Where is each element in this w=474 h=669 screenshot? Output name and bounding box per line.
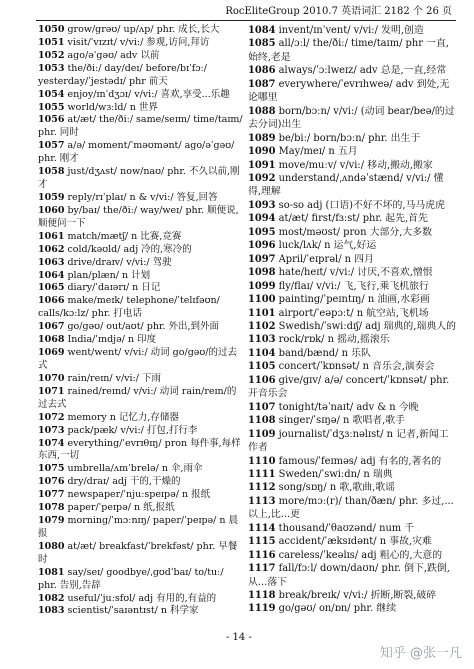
entry-number: 1080 (38, 540, 65, 552)
vocabulary-entry: 1064 plan/plæn/ n 计划 (38, 269, 151, 281)
vocabulary-entry: 1069 went/went/ v/vi:/ 动词 go/gəʊ/的过去式 (38, 347, 237, 371)
entry-number: 1086 (248, 65, 276, 77)
vocabulary-entry: 1058 just/dʒʌst/ now/naʊ/ phr. 不久以前,刚才 (38, 166, 240, 191)
vocabulary-entry: 1089 be/biː/ born/bɔːn/ phr. 出生于 (248, 132, 421, 144)
entry-number: 1119 (248, 603, 276, 615)
vocabulary-entry: 1082 useful/ˈjuːsfʊl/ adj 有用的,有益的 (38, 592, 217, 604)
entry-number: 1057 (38, 140, 65, 152)
entry-number: 1090 (248, 146, 276, 158)
vocabulary-entry: 1114 thousand/ˈθaʊzənd/ num 千 (248, 522, 415, 534)
vocabulary-column-right (248, 24, 456, 616)
header-rule (36, 20, 456, 21)
vocabulary-column-left (38, 24, 244, 618)
entry-number: 1115 (248, 536, 276, 548)
entry-number: 1113 (248, 495, 276, 507)
vocabulary-entry: 1099 fly/flaɪ/ v/vi:/ 飞,飞行,乘飞机旅行 (248, 280, 429, 292)
vocabulary-entry: 1083 scientist/ˈsaɪəntɪst/ n 科学家 (38, 605, 199, 617)
vocabulary-entry: 1098 hate/heɪt/ v/vi:/ 讨厌,不喜欢,憎恨 (248, 267, 433, 279)
entry-number: 1107 (248, 401, 276, 413)
vocabulary-entry: 1084 invent/ɪnˈvent/ v/vi:/ 发明,创造 (248, 25, 424, 36)
vocabulary-entry: 1115 accident/ˈæksɪdənt/ n 事故,灾难 (248, 536, 432, 548)
entry-number: 1063 (38, 256, 65, 268)
entry-number: 1117 (248, 563, 276, 575)
entry-number: 1118 (248, 590, 276, 602)
vocabulary-entry: 1056 at/æt/ the/ðiː/ same/seɪm/ time/taɪm/ phr. 同时 (38, 114, 243, 139)
entry-number: 1081 (38, 566, 65, 578)
vocabulary-entry: 1108 singer/ˈsɪŋə/ n 歌唱者,歌手 (248, 415, 406, 427)
vocabulary-entry: 1104 band/bænd/ n 乐队 (248, 347, 371, 359)
entry-number: 1095 (248, 226, 276, 238)
entry-number: 1050 (38, 24, 65, 35)
vocabulary-entry: 1093 so-so adj (口语)不好不坏的,马马虎虎 (248, 199, 446, 211)
entry-number: 1053 (38, 62, 65, 74)
vocabulary-entry: 1059 reply/rɪˈplaɪ/ n & v/vi:/ 答复,回答 (38, 191, 218, 203)
entry-number: 1111 (248, 468, 276, 480)
vocabulary-entry: 1107 tonight/təˈnaɪt/ adv & n 今晚 (248, 401, 419, 413)
vocabulary-entry: 1076 dry/draɪ/ adj 干的,干燥的 (38, 476, 181, 488)
vocabulary-entry: 1077 newspaper/ˈnjuːspeɪpə/ n 报纸 (38, 489, 211, 501)
vocabulary-entry: 1062 cold/kəʊld/ adj 冷的,寒冷的 (38, 243, 192, 255)
vocabulary-entry: 1071 rained/reɪnd/ v/vi:/ 动词 rain/reɪn/的过去式 (38, 385, 237, 410)
vocabulary-entry: 1097 April/ˈeɪprəl/ n 四月 (248, 253, 374, 265)
entry-number: 1101 (248, 307, 276, 319)
entry-number: 1112 (248, 482, 276, 494)
entry-number: 1102 (248, 320, 276, 332)
vocabulary-entry: 1095 most/məʊst/ pron 大部分,大多数 (248, 226, 433, 238)
vocabulary-entry: 1070 rain/reɪn/ v/vi:/ 下雨 (38, 372, 161, 384)
entry-number: 1104 (248, 347, 276, 359)
entry-number: 1082 (38, 592, 65, 604)
entry-number: 1083 (38, 605, 65, 617)
vocabulary-entry: 1105 concert/ˈkɒnsət/ n 音乐会,演奏会 (248, 361, 435, 373)
vocabulary-entry: 1101 airport/ˈeəpɔːt/ n 航空站,飞机场 (248, 307, 429, 319)
entry-number: 1097 (248, 253, 276, 265)
entry-number: 1094 (248, 213, 276, 225)
entry-number: 1098 (248, 267, 276, 279)
entry-number: 1069 (38, 347, 65, 359)
entry-number: 1108 (248, 415, 276, 427)
vocabulary-entry: 1074 everything/ˈevrɪθɪŋ/ pron 每件事,每样东西,一切 (38, 437, 241, 462)
vocabulary-entry: 1119 go/gəʊ/ on/ɒn/ phr. 继续 (248, 603, 397, 615)
vocabulary-entry: 1061 match/mætʃ/ n 比赛,竞赛 (38, 230, 182, 242)
vocabulary-entry: 1075 umbrella/ʌmˈbrelə/ n 伞,雨伞 (38, 463, 203, 475)
entry-number: 1056 (38, 114, 65, 126)
entry-number: 1070 (38, 372, 65, 384)
entry-number: 1076 (38, 476, 65, 488)
vocabulary-entry: 1087 everywhere/ˈevrɪhweə/ adv 到处,无论哪里 (248, 78, 450, 104)
vocabulary-entry: 1052 ago/əˈgəʊ/ adv 以前 (38, 49, 160, 61)
vocabulary-entry: 1106 give/gɪv/ a/ə/ concert/ˈkɒnsət/ phr. 开音乐会 (248, 374, 450, 400)
entry-number: 1058 (38, 166, 65, 178)
vocabulary-entry: 1066 make/meɪk/ telephone/ˈtelɪfəʊn/ calls/kɔːlz/ phr. 打电话 (38, 295, 220, 320)
vocabulary-entry: 1078 paper/ˈpeɪpə/ n 纸,报纸 (38, 502, 175, 514)
vocabulary-entry: 1063 drive/draɪv/ v/vi:/ 驾驶 (38, 256, 172, 268)
vocabulary-entry: 1065 diary/ˈdaɪərɪ/ n 日记 (38, 282, 161, 294)
vocabulary-entry: 1117 fall/fɔːl/ down/daʊn/ phr. 倒下,跌倒,从...落下 (248, 563, 450, 588)
entry-number: 1054 (38, 88, 65, 100)
vocabulary-entry: 1090 May/meɪ/ n 五月 (248, 146, 358, 158)
entry-number: 1099 (248, 280, 276, 292)
entry-number: 1066 (38, 295, 65, 307)
entry-number: 1114 (248, 522, 276, 534)
entry-number: 1059 (38, 191, 65, 203)
entry-number: 1077 (38, 489, 65, 501)
vocabulary-entry: 1085 all/ɔːl/ the/ðiː/ time/taɪm/ phr 一直,始终,老是 (248, 38, 449, 63)
vocabulary-entry: 1100 painting/ˈpeɪntɪŋ/ n 油画,水彩画 (248, 294, 430, 306)
entry-number: 1089 (248, 132, 276, 144)
vocabulary-entry: 1053 the/ðiː/ day/deɪ/ before/bɪˈfɔː/ yesterday/ˈjestədɪ/ phr 前天 (38, 62, 207, 87)
vocabulary-entry: 1067 go/gəʊ/ out/aʊt/ phr. 外出,到外面 (38, 321, 219, 333)
entry-number: 1061 (38, 230, 65, 242)
vocabulary-entry: 1118 break/breɪk/ v/vi:/ 折断,断裂,破碎 (248, 590, 437, 602)
vocabulary-entry: 1073 pack/pæk/ v/vi:/ 打包,打行李 (38, 424, 198, 436)
vocabulary-entry: 1109 journalist/ˈdʒɜːnəlɪst/ n 记者,新闻工作者 (248, 428, 449, 454)
vocabulary-entry: 1050 grow/grəʊ/ up/ʌp/ phr. 成长,长大 (38, 24, 220, 35)
entry-number: 1110 (248, 455, 276, 467)
entry-number: 1100 (248, 294, 276, 306)
page-header: RocEliteGroup 2010.7 英语词汇 2182 个 26 页 (225, 6, 452, 17)
vocabulary-entry: 1096 luck/lʌk/ n 运气,好运 (248, 240, 377, 252)
entry-number: 1062 (38, 243, 65, 255)
vocabulary-entry: 1111 Sweden/ˈswiːdn/ n 瑞典 (248, 468, 393, 480)
entry-number: 1084 (248, 25, 276, 36)
vocabulary-entry: 1091 move/muːv/ v/vi:/ 移动,搬动,搬家 (248, 159, 433, 171)
entry-number: 1060 (38, 204, 65, 216)
vocabulary-entry: 1092 understand/ˌʌndəˈstænd/ v/vi:/ 懂得,理解 (248, 172, 444, 198)
entry-number: 1068 (38, 334, 65, 346)
vocabulary-entry: 1086 always/ˈɔːlweɪz/ adv 总是,一直,经常 (248, 65, 447, 77)
entry-number: 1052 (38, 49, 65, 61)
entry-number: 1088 (248, 105, 276, 117)
vocabulary-entry: 1110 famous/ˈfeɪməs/ adj 有名的,著名的 (248, 455, 442, 467)
entry-number: 1065 (38, 282, 65, 294)
vocabulary-entry: 1079 morning/ˈmɔːnɪŋ/ paper/ˈpeɪpə/ n 晨报 (38, 515, 239, 539)
entry-number: 1064 (38, 269, 65, 281)
vocabulary-entry: 1054 enjoy/ɪnˈdʒɔɪ/ v/vi:/ 喜欢,享受...乐趣 (38, 88, 230, 100)
entry-number: 1105 (248, 361, 276, 373)
vocabulary-entry: 1055 world/wɜːld/ n 世界 (38, 101, 158, 113)
vocabulary-entry: 1080 at/æt/ breakfast/ˈbrekfəst/ phr. 早餐时 (38, 540, 238, 565)
entry-number: 1085 (248, 38, 276, 50)
entry-number: 1096 (248, 240, 276, 252)
entry-number: 1073 (38, 424, 65, 436)
vocabulary-entry: 1116 careless/ˈkeəlɪs/ adj 粗心的,大意的 (248, 549, 443, 561)
vocabulary-entry: 1072 memory n 记忆力,存储器 (38, 411, 179, 423)
entry-number: 1055 (38, 101, 65, 113)
entry-number: 1075 (38, 463, 65, 475)
vocabulary-entry: 1103 rock/rɒk/ n 摇动,摇滚乐 (248, 334, 390, 346)
entry-number: 1071 (38, 385, 65, 397)
entry-number: 1051 (38, 36, 65, 48)
entry-number: 1087 (248, 78, 276, 90)
entry-number: 1074 (38, 437, 65, 449)
entry-number: 1079 (38, 515, 65, 527)
entry-number: 1109 (248, 428, 276, 440)
vocabulary-entry: 1113 more/mɔː(r)/ than/ðæn/ phr. 多过,...以上,比...更 (248, 495, 454, 521)
vocabulary-entry: 1112 song/sɒŋ/ n 歌,歌曲,歌谣 (248, 482, 396, 494)
entry-number: 1091 (248, 159, 276, 171)
vocabulary-entry: 1102 Swedish/ˈswiːdɪʃ/ adj 瑞典的,瑞典人的 (248, 320, 456, 332)
entry-number: 1093 (248, 199, 276, 211)
vocabulary-entry: 1068 India/ˈɪndjə/ n 印度 (38, 334, 157, 346)
watermark: 知乎 @张一凡 (379, 646, 462, 661)
entry-number: 1078 (38, 502, 65, 514)
entry-number: 1067 (38, 321, 65, 333)
entry-number: 1116 (248, 549, 276, 561)
page-number: - 14 - (226, 632, 252, 643)
vocabulary-entry: 1094 at/æt/ first/fɜːst/ phr. 起先,首先 (248, 213, 428, 225)
entry-number: 1103 (248, 334, 276, 346)
vocabulary-entry: 1060 by/baɪ/ the/ðiː/ way/weɪ/ phr. 顺便说,顺便问一下 (38, 204, 239, 229)
vocabulary-entry: 1051 visit/ˈvɪzɪt/ v/vi:/ 参观,访问,拜访 (38, 36, 210, 48)
entry-number: 1106 (248, 374, 276, 386)
vocabulary-entry: 1088 born/bɔːn/ v/vi:/ (动词 bear/beə/的过去分词)出生 (248, 105, 455, 131)
entry-number: 1092 (248, 172, 276, 184)
vocabulary-entry: 1081 say/seɪ/ goodbye/ˌgʊdˈbaɪ/ to/tuː/ phr. 告别,告辞 (38, 566, 224, 591)
vocabulary-entry: 1057 a/ə/ moment/ˈməʊmənt/ ago/əˈgəʊ/ phr. 刚才 (38, 140, 235, 165)
entry-number: 1072 (38, 411, 65, 423)
